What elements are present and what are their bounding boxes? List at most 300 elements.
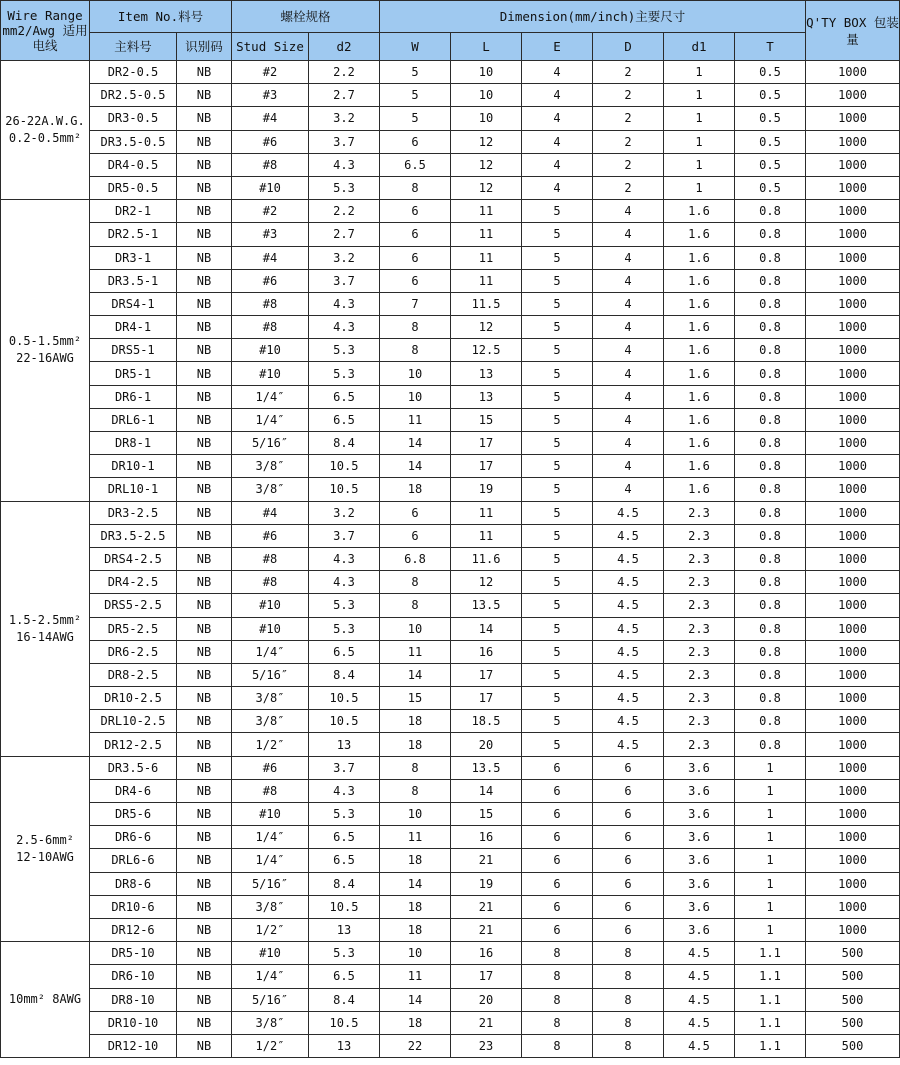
t-cell: 0.8 [735, 524, 806, 547]
t-header: T [735, 33, 806, 61]
e-cell: 5 [522, 571, 593, 594]
main-part-cell: DR4-1 [90, 316, 177, 339]
table-row [1, 84, 900, 107]
e-cell: 5 [522, 316, 593, 339]
w-cell: 7 [380, 292, 451, 315]
item-no-header: Item No.料号 [90, 1, 232, 33]
d1-cell: 1.6 [664, 246, 735, 269]
t-cell: 0.5 [735, 176, 806, 199]
main-part-header: 主料号 [90, 33, 177, 61]
d2-cell: 13 [309, 733, 380, 756]
table-row [1, 710, 900, 733]
stud-size-cell: #10 [232, 594, 309, 617]
qty-cell: 500 [806, 942, 900, 965]
table-body [1, 61, 900, 1058]
main-part-cell: DR3.5-2.5 [90, 524, 177, 547]
table-row [1, 640, 900, 663]
main-part-cell: DRL10-2.5 [90, 710, 177, 733]
d1-cell: 2.3 [664, 663, 735, 686]
e-cell: 4 [522, 61, 593, 84]
e-cell: 5 [522, 501, 593, 524]
table-row [1, 918, 900, 941]
main-part-cell: DR12-10 [90, 1034, 177, 1057]
d-cell: 6 [593, 779, 664, 802]
l-cell: 13 [451, 362, 522, 385]
d2-cell: 4.3 [309, 779, 380, 802]
table-row [1, 779, 900, 802]
qty-cell: 1000 [806, 640, 900, 663]
table-row [1, 316, 900, 339]
d1-cell: 1.6 [664, 200, 735, 223]
l-cell: 16 [451, 826, 522, 849]
d2-cell: 8.4 [309, 872, 380, 895]
main-part-cell: DRS5-2.5 [90, 594, 177, 617]
t-cell: 1 [735, 895, 806, 918]
qty-cell: 1000 [806, 617, 900, 640]
d2-cell: 4.3 [309, 316, 380, 339]
e-cell: 5 [522, 200, 593, 223]
dimension-header: Dimension(mm/inch)主要尺寸 [380, 1, 806, 33]
table-row [1, 455, 900, 478]
qty-cell: 1000 [806, 223, 900, 246]
d-cell: 4.5 [593, 547, 664, 570]
d1-cell: 1 [664, 61, 735, 84]
d2-cell: 13 [309, 918, 380, 941]
e-cell: 4 [522, 153, 593, 176]
d2-cell: 8.4 [309, 663, 380, 686]
t-cell: 0.8 [735, 385, 806, 408]
l-cell: 21 [451, 1011, 522, 1034]
stud-size-cell: 3/8″ [232, 710, 309, 733]
e-cell: 5 [522, 385, 593, 408]
l-cell: 17 [451, 687, 522, 710]
id-code-cell: NB [177, 640, 232, 663]
stud-size-cell: #4 [232, 107, 309, 130]
main-part-cell: DR2.5-1 [90, 223, 177, 246]
id-code-cell: NB [177, 455, 232, 478]
w-cell: 14 [380, 988, 451, 1011]
stud-size-cell: #10 [232, 942, 309, 965]
l-cell: 11 [451, 223, 522, 246]
d-cell: 4 [593, 478, 664, 501]
t-cell: 1.1 [735, 1034, 806, 1057]
w-cell: 8 [380, 571, 451, 594]
id-code-cell: NB [177, 687, 232, 710]
main-part-cell: DR3.5-1 [90, 269, 177, 292]
d2-cell: 10.5 [309, 478, 380, 501]
d1-cell: 3.6 [664, 803, 735, 826]
d1-cell: 1.6 [664, 362, 735, 385]
qty-cell: 1000 [806, 687, 900, 710]
qty-cell: 500 [806, 1011, 900, 1034]
e-cell: 6 [522, 826, 593, 849]
w-cell: 11 [380, 826, 451, 849]
l-cell: 14 [451, 617, 522, 640]
stud-size-cell: 5/16″ [232, 988, 309, 1011]
w-cell: 8 [380, 594, 451, 617]
e-cell: 5 [522, 408, 593, 431]
w-cell: 8 [380, 176, 451, 199]
w-cell: 5 [380, 107, 451, 130]
d-cell: 4.5 [593, 617, 664, 640]
stud-size-cell: #8 [232, 571, 309, 594]
d2-cell: 3.7 [309, 756, 380, 779]
id-code-cell: NB [177, 756, 232, 779]
w-cell: 18 [380, 918, 451, 941]
w-cell: 14 [380, 872, 451, 895]
d1-cell: 1.6 [664, 455, 735, 478]
qty-cell: 1000 [806, 432, 900, 455]
id-code-cell: NB [177, 61, 232, 84]
e-cell: 6 [522, 895, 593, 918]
d-cell: 2 [593, 107, 664, 130]
main-part-cell: DR8-1 [90, 432, 177, 455]
stud-size-cell: #6 [232, 756, 309, 779]
d2-cell: 6.5 [309, 826, 380, 849]
l-cell: 12 [451, 130, 522, 153]
l-cell: 11 [451, 200, 522, 223]
t-cell: 1.1 [735, 1011, 806, 1034]
d-cell: 4 [593, 385, 664, 408]
d2-cell: 4.3 [309, 153, 380, 176]
d1-cell: 4.5 [664, 965, 735, 988]
d2-cell: 5.3 [309, 339, 380, 362]
t-cell: 1 [735, 779, 806, 802]
stud-size-cell: #8 [232, 547, 309, 570]
e-cell: 6 [522, 918, 593, 941]
id-code-cell: NB [177, 200, 232, 223]
qty-cell: 500 [806, 1034, 900, 1057]
t-cell: 0.8 [735, 663, 806, 686]
stud-size-cell: #2 [232, 200, 309, 223]
qty-cell: 1000 [806, 756, 900, 779]
qty-cell: 500 [806, 988, 900, 1011]
t-cell: 0.8 [735, 640, 806, 663]
e-cell: 5 [522, 640, 593, 663]
d1-cell: 3.6 [664, 895, 735, 918]
table-row [1, 339, 900, 362]
d2-cell: 10.5 [309, 687, 380, 710]
qty-cell: 1000 [806, 107, 900, 130]
id-code-cell: NB [177, 965, 232, 988]
id-code-cell: NB [177, 663, 232, 686]
d2-cell: 10.5 [309, 455, 380, 478]
qty-cell: 1000 [806, 895, 900, 918]
id-code-cell: NB [177, 339, 232, 362]
d1-cell: 3.6 [664, 826, 735, 849]
stud-size-cell: 3/8″ [232, 478, 309, 501]
w-cell: 10 [380, 362, 451, 385]
table-row [1, 663, 900, 686]
t-cell: 0.8 [735, 362, 806, 385]
main-part-cell: DR6-2.5 [90, 640, 177, 663]
stud-size-cell: 1/4″ [232, 408, 309, 431]
table-row [1, 246, 900, 269]
e-cell: 5 [522, 524, 593, 547]
id-code-cell: NB [177, 849, 232, 872]
l-cell: 19 [451, 872, 522, 895]
id-code-header: 识别码 [177, 33, 232, 61]
qty-cell: 1000 [806, 826, 900, 849]
main-part-cell: DRS4-2.5 [90, 547, 177, 570]
qty-cell: 1000 [806, 246, 900, 269]
w-cell: 6 [380, 269, 451, 292]
t-cell: 0.8 [735, 547, 806, 570]
w-cell: 11 [380, 965, 451, 988]
t-cell: 0.5 [735, 107, 806, 130]
table-row [1, 826, 900, 849]
e-cell: 6 [522, 803, 593, 826]
l-cell: 16 [451, 942, 522, 965]
main-part-cell: DR10-2.5 [90, 687, 177, 710]
table-row [1, 269, 900, 292]
table-row [1, 617, 900, 640]
stud-size-cell: #8 [232, 153, 309, 176]
w-cell: 11 [380, 408, 451, 431]
qty-cell: 1000 [806, 547, 900, 570]
d1-cell: 4.5 [664, 988, 735, 1011]
stud-size-cell: #3 [232, 84, 309, 107]
main-part-cell: DRL10-1 [90, 478, 177, 501]
w-cell: 18 [380, 895, 451, 918]
l-cell: 18.5 [451, 710, 522, 733]
d2-cell: 5.3 [309, 594, 380, 617]
d-cell: 4 [593, 246, 664, 269]
w-cell: 10 [380, 385, 451, 408]
t-cell: 0.8 [735, 246, 806, 269]
table-row [1, 153, 900, 176]
table-row [1, 849, 900, 872]
l-cell: 10 [451, 107, 522, 130]
d1-cell: 3.6 [664, 756, 735, 779]
stud-size-cell: #6 [232, 524, 309, 547]
id-code-cell: NB [177, 385, 232, 408]
id-code-cell: NB [177, 362, 232, 385]
id-code-cell: NB [177, 269, 232, 292]
e-cell: 4 [522, 107, 593, 130]
e-cell: 4 [522, 130, 593, 153]
table-row [1, 594, 900, 617]
d2-cell: 13 [309, 1034, 380, 1057]
d2-cell: 3.2 [309, 246, 380, 269]
d-cell: 4.5 [593, 571, 664, 594]
l-cell: 14 [451, 779, 522, 802]
qty-cell: 1000 [806, 803, 900, 826]
stud-size-cell: #8 [232, 292, 309, 315]
table-row [1, 965, 900, 988]
d-cell: 6 [593, 895, 664, 918]
t-cell: 0.8 [735, 432, 806, 455]
e-cell: 8 [522, 965, 593, 988]
wire-range-cell: 10mm² 8AWG [1, 942, 90, 1058]
stud-size-cell: #6 [232, 269, 309, 292]
qty-cell: 1000 [806, 269, 900, 292]
e-cell: 5 [522, 362, 593, 385]
qty-cell: 1000 [806, 408, 900, 431]
id-code-cell: NB [177, 246, 232, 269]
w-cell: 18 [380, 478, 451, 501]
main-part-cell: DR12-6 [90, 918, 177, 941]
d2-cell: 4.3 [309, 571, 380, 594]
main-part-cell: DR8-6 [90, 872, 177, 895]
qty-cell: 1000 [806, 130, 900, 153]
d-cell: 4 [593, 362, 664, 385]
d-cell: 6 [593, 756, 664, 779]
d-cell: 2 [593, 153, 664, 176]
main-part-cell: DRS4-1 [90, 292, 177, 315]
w-cell: 6.8 [380, 547, 451, 570]
stud-size-cell: 3/8″ [232, 895, 309, 918]
e-cell: 5 [522, 269, 593, 292]
d1-cell: 2.3 [664, 524, 735, 547]
d2-cell: 6.5 [309, 385, 380, 408]
d1-cell: 1.6 [664, 223, 735, 246]
stud-size-cell: 1/4″ [232, 965, 309, 988]
qty-cell: 1000 [806, 61, 900, 84]
d-cell: 8 [593, 1011, 664, 1034]
d-cell: 4 [593, 408, 664, 431]
w-cell: 10 [380, 803, 451, 826]
id-code-cell: NB [177, 130, 232, 153]
e-cell: 8 [522, 1011, 593, 1034]
d2-cell: 2.7 [309, 84, 380, 107]
d1-cell: 2.3 [664, 501, 735, 524]
table-row [1, 501, 900, 524]
d1-cell: 2.3 [664, 687, 735, 710]
stud-size-cell: 3/8″ [232, 455, 309, 478]
d-cell: 2 [593, 84, 664, 107]
table-row [1, 687, 900, 710]
e-cell: 5 [522, 339, 593, 362]
t-cell: 0.8 [735, 316, 806, 339]
d-cell: 4 [593, 200, 664, 223]
d1-cell: 1.6 [664, 478, 735, 501]
qty-cell: 1000 [806, 84, 900, 107]
id-code-cell: NB [177, 176, 232, 199]
d-cell: 4.5 [593, 524, 664, 547]
qty-cell: 1000 [806, 200, 900, 223]
d1-cell: 2.3 [664, 640, 735, 663]
main-part-cell: DR4-2.5 [90, 571, 177, 594]
stud-size-cell: #10 [232, 339, 309, 362]
qty-cell: 1000 [806, 663, 900, 686]
main-part-cell: DR3.5-6 [90, 756, 177, 779]
main-part-cell: DR4-0.5 [90, 153, 177, 176]
e-cell: 6 [522, 872, 593, 895]
t-cell: 1 [735, 918, 806, 941]
l-cell: 10 [451, 61, 522, 84]
e-cell: 4 [522, 176, 593, 199]
qty-cell: 1000 [806, 710, 900, 733]
d2-cell: 5.3 [309, 803, 380, 826]
id-code-cell: NB [177, 594, 232, 617]
w-cell: 5 [380, 61, 451, 84]
l-cell: 10 [451, 84, 522, 107]
qty-cell: 1000 [806, 779, 900, 802]
stud-spec-header: 螺栓规格 [232, 1, 380, 33]
l-cell: 17 [451, 455, 522, 478]
main-part-cell: DR2.5-0.5 [90, 84, 177, 107]
l-cell: 20 [451, 988, 522, 1011]
d2-cell: 3.7 [309, 269, 380, 292]
table-row [1, 756, 900, 779]
d2-cell: 6.5 [309, 640, 380, 663]
table-row [1, 988, 900, 1011]
e-header: E [522, 33, 593, 61]
stud-size-cell: #8 [232, 316, 309, 339]
id-code-cell: NB [177, 710, 232, 733]
d-cell: 4 [593, 269, 664, 292]
id-code-cell: NB [177, 733, 232, 756]
t-cell: 1 [735, 756, 806, 779]
w-cell: 8 [380, 779, 451, 802]
d-cell: 4 [593, 316, 664, 339]
d1-cell: 2.3 [664, 733, 735, 756]
stud-size-cell: #4 [232, 501, 309, 524]
qty-cell: 1000 [806, 918, 900, 941]
l-cell: 16 [451, 640, 522, 663]
d1-cell: 1.6 [664, 339, 735, 362]
l-cell: 15 [451, 408, 522, 431]
d1-cell: 2.3 [664, 594, 735, 617]
t-cell: 0.8 [735, 501, 806, 524]
stud-size-cell: #10 [232, 617, 309, 640]
main-part-cell: DR3-0.5 [90, 107, 177, 130]
table-header [1, 1, 900, 61]
stud-size-header: Stud Size [232, 33, 309, 61]
w-cell: 6.5 [380, 153, 451, 176]
d1-cell: 4.5 [664, 1011, 735, 1034]
stud-size-cell: 5/16″ [232, 872, 309, 895]
t-cell: 0.8 [735, 617, 806, 640]
t-cell: 0.8 [735, 408, 806, 431]
main-part-cell: DR5-0.5 [90, 176, 177, 199]
l-cell: 11.6 [451, 547, 522, 570]
w-cell: 11 [380, 640, 451, 663]
d-cell: 6 [593, 803, 664, 826]
table-row [1, 895, 900, 918]
d1-cell: 3.6 [664, 849, 735, 872]
main-part-cell: DR6-6 [90, 826, 177, 849]
t-cell: 0.8 [735, 292, 806, 315]
stud-size-cell: 3/8″ [232, 1011, 309, 1034]
main-part-cell: DRL6-1 [90, 408, 177, 431]
l-cell: 17 [451, 432, 522, 455]
table-row [1, 432, 900, 455]
w-cell: 5 [380, 84, 451, 107]
d-cell: 2 [593, 130, 664, 153]
t-cell: 1.1 [735, 965, 806, 988]
main-part-cell: DR10-6 [90, 895, 177, 918]
table-row [1, 61, 900, 84]
e-cell: 5 [522, 687, 593, 710]
w-cell: 8 [380, 339, 451, 362]
stud-size-cell: #10 [232, 176, 309, 199]
d2-cell: 5.3 [309, 617, 380, 640]
w-cell: 6 [380, 200, 451, 223]
d2-cell: 6.5 [309, 408, 380, 431]
d2-cell: 10.5 [309, 895, 380, 918]
t-cell: 1 [735, 826, 806, 849]
t-cell: 0.8 [735, 687, 806, 710]
w-cell: 14 [380, 455, 451, 478]
main-part-cell: DR10-10 [90, 1011, 177, 1034]
main-part-cell: DR5-10 [90, 942, 177, 965]
stud-size-cell: 3/8″ [232, 687, 309, 710]
stud-size-cell: #3 [232, 223, 309, 246]
d1-cell: 2.3 [664, 617, 735, 640]
d1-cell: 1.6 [664, 432, 735, 455]
